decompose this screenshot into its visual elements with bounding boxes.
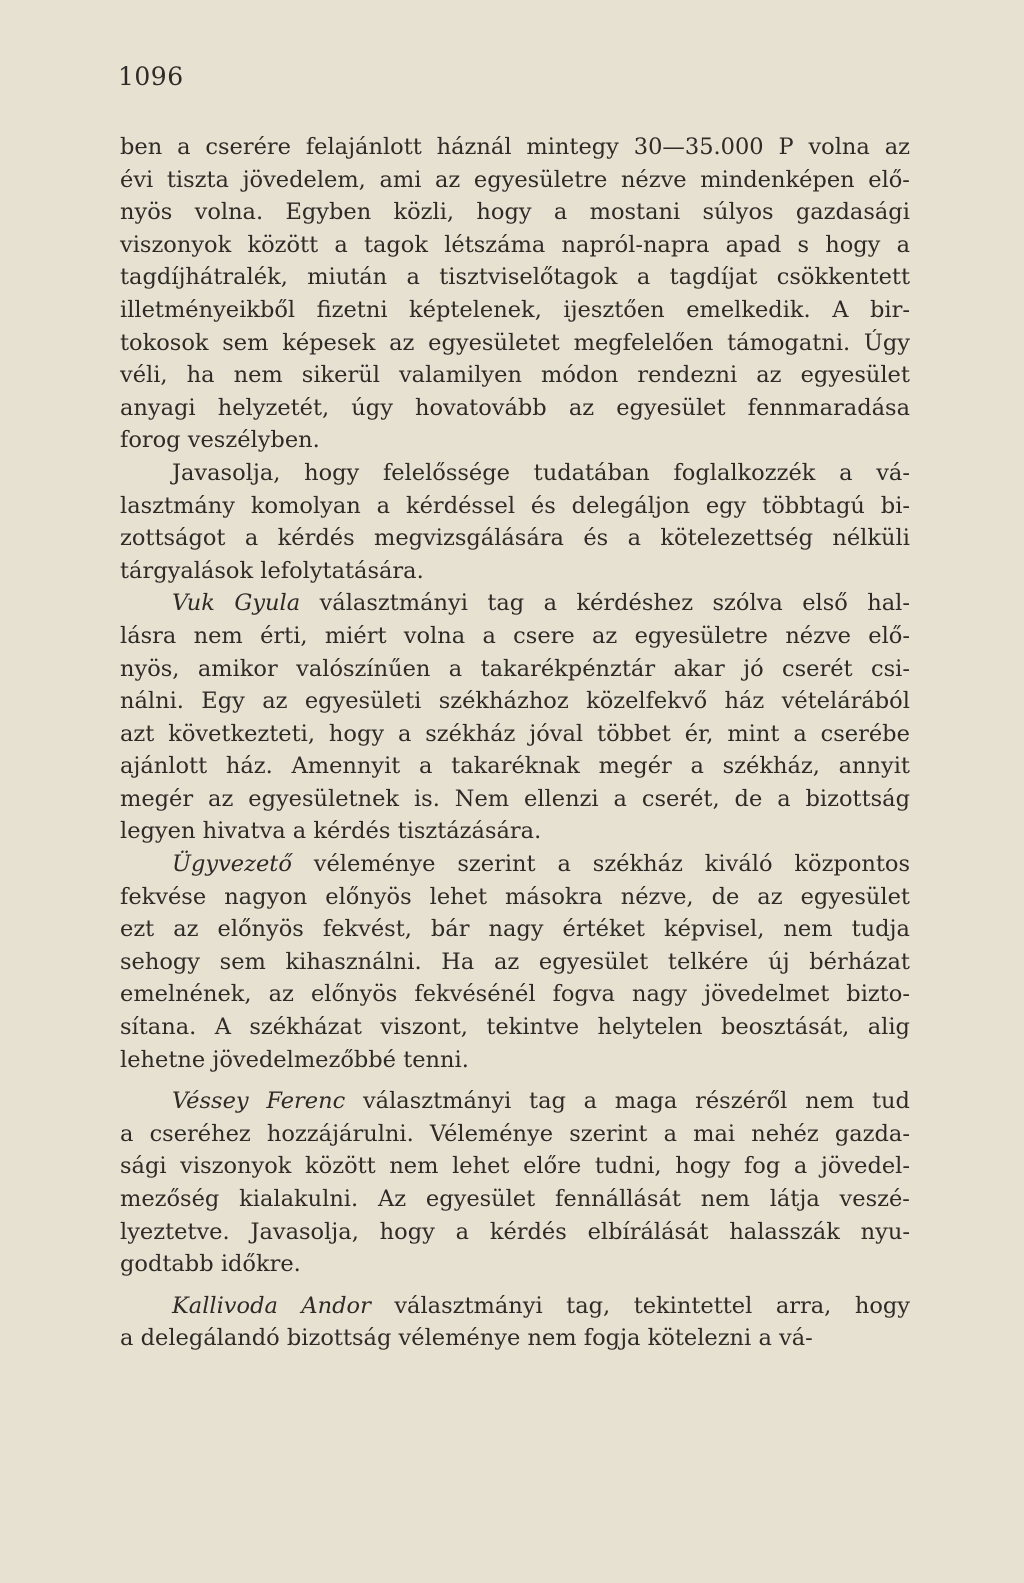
text-line: godtabb időkre. — [120, 1251, 301, 1278]
text-line: emelnének, az előnyös fekvésénél fogva nagy jövedelmet bizto- — [120, 981, 910, 1008]
paragraph — [120, 587, 910, 848]
text-line: ajánlott ház. Amennyit a takaréknak megér a székház, annyit — [120, 753, 910, 780]
text-line: Ügyvezető véleménye szerint a székház kiváló központos — [172, 851, 910, 878]
paragraph — [120, 1290, 910, 1355]
text-line: legyen hivatva a kérdés tisztázására. — [120, 818, 542, 845]
text-line: lehetne jövedelmezőbbé tenni. — [120, 1046, 469, 1073]
text-line: azt következteti, hogy a székház jóval többet ér, mint a cserébe — [120, 720, 910, 747]
text-line: Kallivoda Andor választmányi tag, tekintettel arra, hogy — [172, 1292, 910, 1319]
text-line: nyös, amikor valószínűen a takarékpénztár akar jó cserét csi- — [120, 655, 910, 682]
text-line: sági viszonyok között nem lehet előre tudni, hogy fog a jövedel- — [120, 1153, 910, 1180]
text-line: illetményeikből fizetni képtelenek, ijesztően emelkedik. A bir- — [120, 296, 910, 323]
text-line: megér az egyesületnek is. Nem ellenzi a cserét, de a bizottság — [120, 785, 910, 812]
text-line: lyeztetve. Javasolja, hogy a kérdés elbírálását halasszák nyu- — [120, 1218, 910, 1245]
text-line: ezt az előnyös fekvést, bár nagy értéket képvisel, nem tudja — [120, 916, 910, 943]
text-line: nálni. Egy az egyesületi székházhoz közelfekvő ház vételárából — [120, 688, 910, 715]
text-line: Véssey Ferenc választmányi tag a maga részéről nem tud — [172, 1088, 910, 1115]
paragraph — [120, 131, 910, 457]
text-line: zottságot a kérdés megvizsgálására és a kötelezettség nélküli — [120, 525, 910, 552]
text-line: tokosok sem képesek az egyesületet megfelelően támogatni. Úgy — [120, 329, 910, 356]
text-line: Javasolja, hogy felelőssége tudatában foglalkozzék a vá- — [172, 459, 910, 486]
text-line: lasztmány komolyan a kérdéssel és delegáljon egy többtagú bi- — [120, 492, 910, 519]
text-line: nyös volna. Egyben közli, hogy a mostani súlyos gazdasági — [120, 199, 910, 226]
text-line: a cseréhez hozzájárulni. Véleménye szerint a mai nehéz gazda- — [120, 1120, 910, 1147]
body-text — [120, 131, 910, 1355]
paragraph — [120, 457, 910, 587]
page-number: 1096 — [118, 62, 184, 91]
text-line: évi tiszta jövedelem, ami az egyesületre nézve mindenképen elő- — [120, 166, 910, 193]
text-line: sehogy sem kihasználni. Ha az egyesület telkére új bérházat — [120, 948, 910, 975]
text-line: tárgyalások lefolytatására. — [120, 557, 424, 584]
text-line: mezőség kialakulni. Az egyesület fennállását nem látja veszé- — [120, 1186, 910, 1212]
text-line: lásra nem érti, miért volna a csere az egyesületre nézve elő- — [120, 622, 910, 649]
text-line: a delegálandó bizottság véleménye nem fogja kötelezni a vá- — [120, 1325, 813, 1352]
text-line: forog veszélyben. — [120, 427, 320, 454]
paragraph — [120, 1085, 910, 1281]
text-line: Vuk Gyula választmányi tag a kérdéshez szólva első hal- — [172, 590, 910, 617]
text-line: ben a cserére felajánlott háznál mintegy 30—35.000 P volna az — [120, 134, 910, 160]
text-line: tagdíjhátralék, miután a tisztviselőtagok a tagdíjat csökkentett — [120, 264, 910, 291]
text-line: anyagi helyzetét, úgy hovatovább az egyesület fennmaradása — [120, 394, 910, 421]
paragraph — [120, 848, 910, 1076]
text-line: fekvése nagyon előnyös lehet másokra nézve, de az egyesület — [120, 883, 910, 910]
text-line: sítana. A székházat viszont, tekintve helytelen beosztását, alig — [120, 1014, 910, 1041]
text-line: viszonyok között a tagok létszáma napról-napra apad s hogy a — [120, 231, 910, 258]
text-line: véli, ha nem sikerül valamilyen módon rendezni az egyesület — [120, 362, 910, 389]
